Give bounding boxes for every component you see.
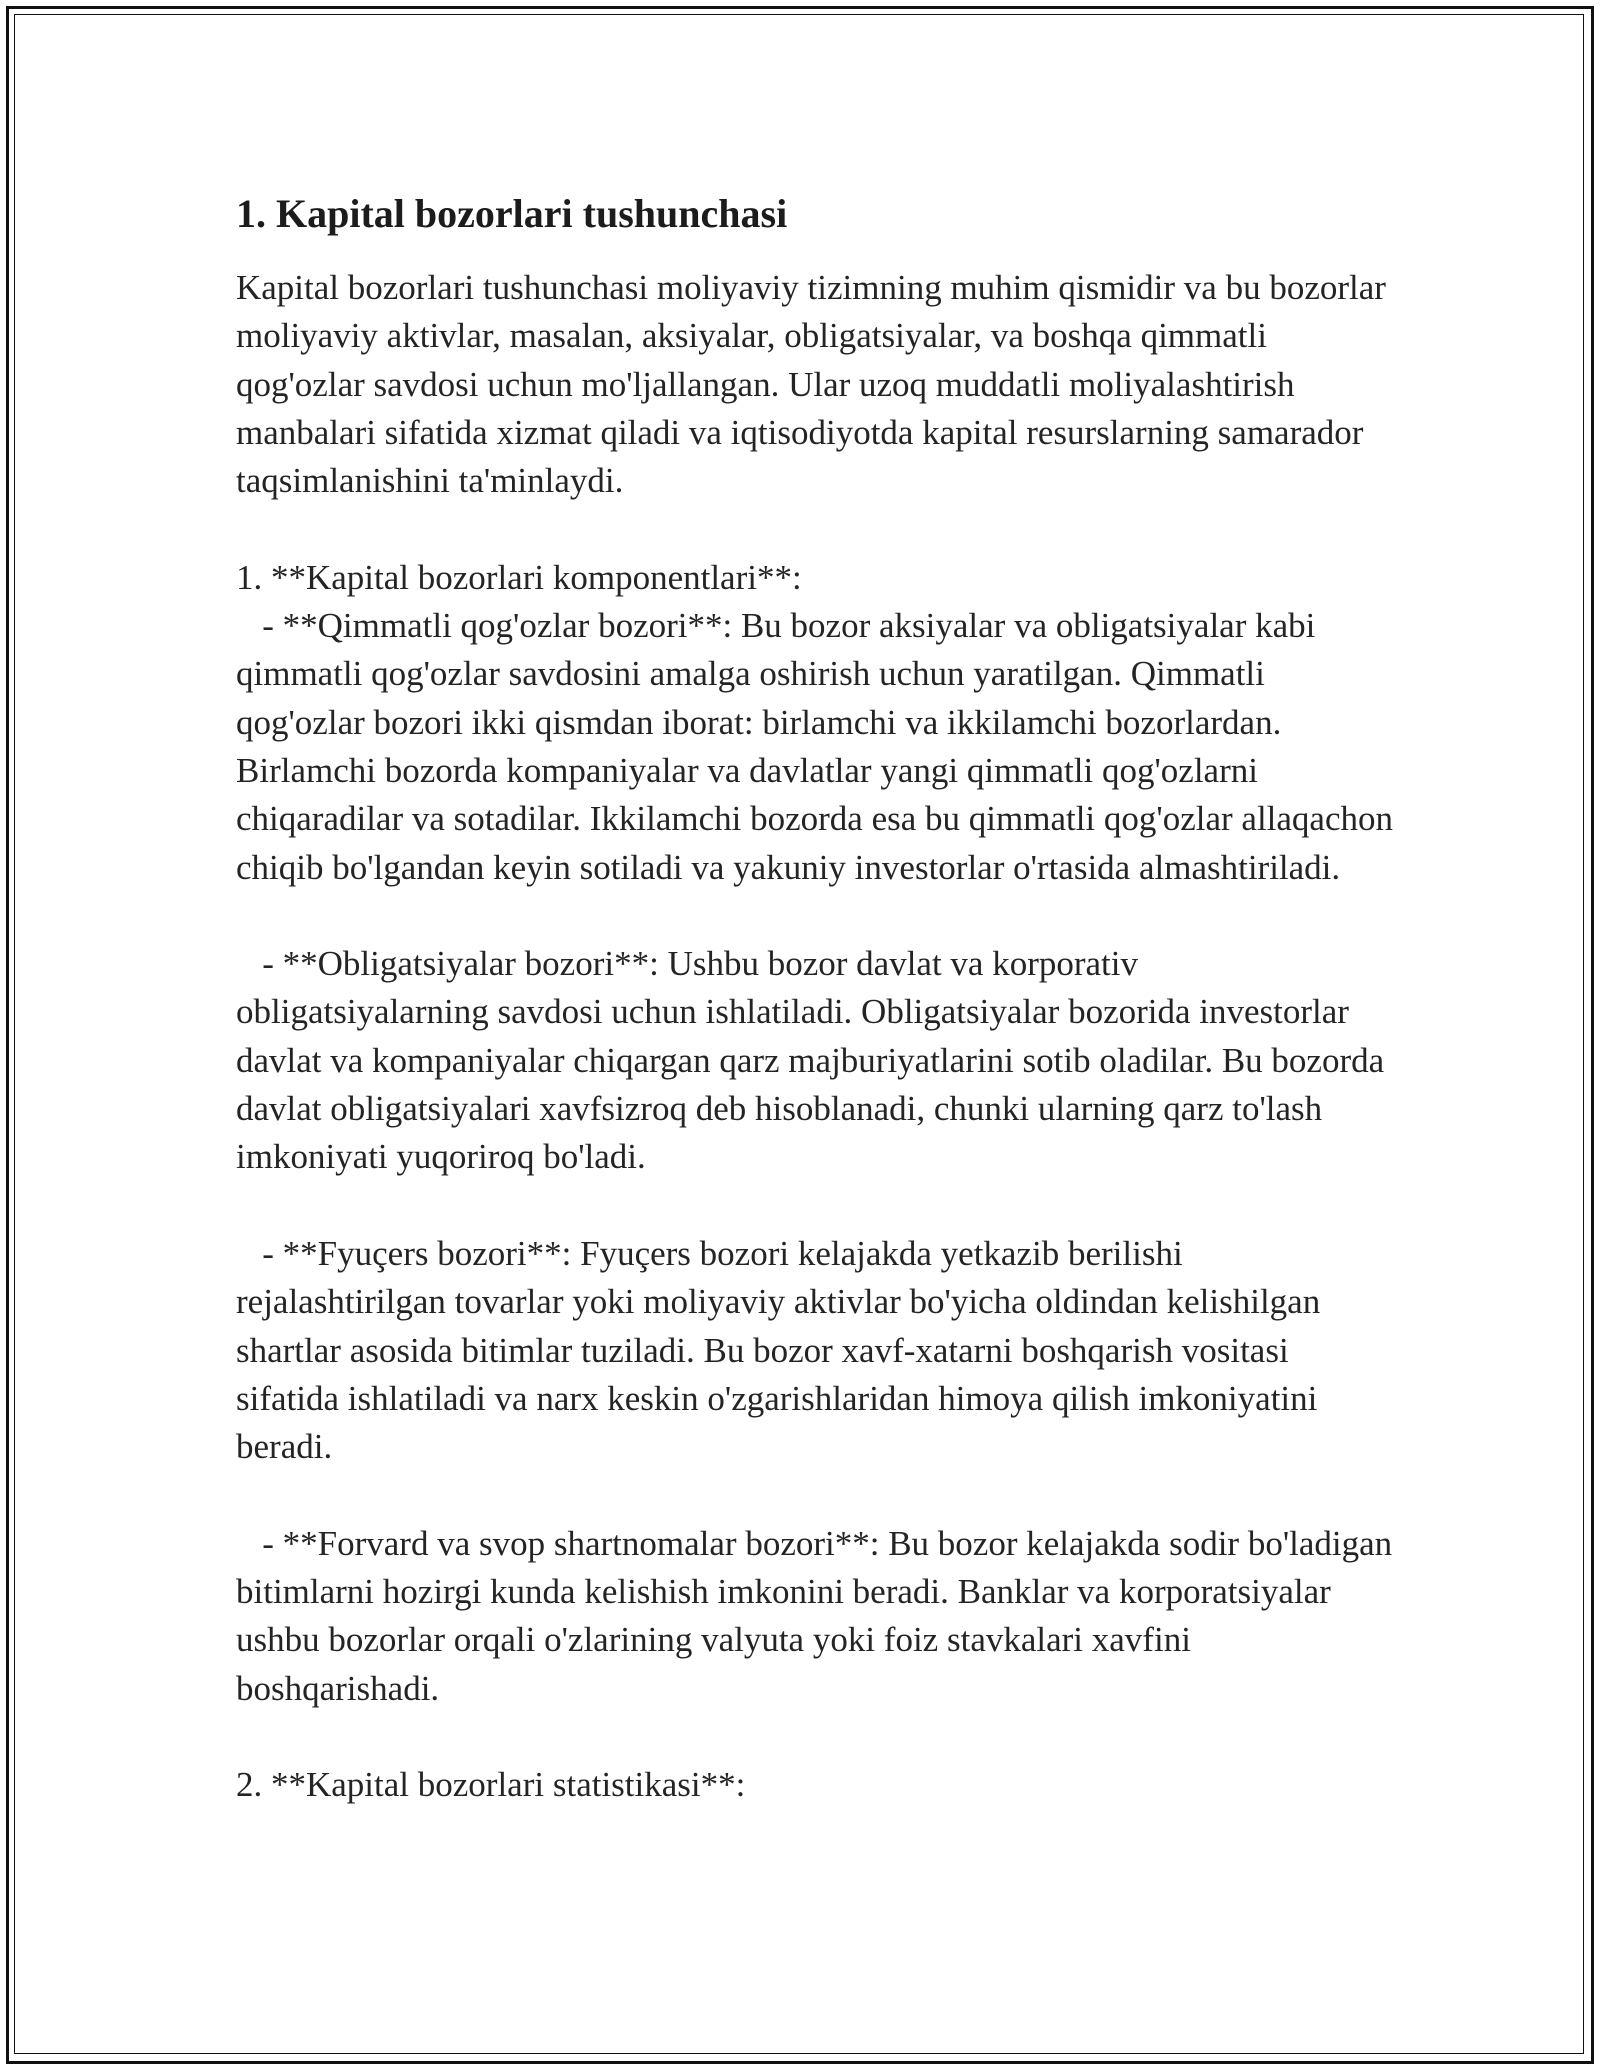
paragraph-spacer: [236, 1713, 1396, 1761]
intro-paragraph: Kapital bozorlari tushunchasi moliyaviy tizimning muhim qismidir va bu bozorlar moliyaviy aktivlar, masalan, aksiyalar, obligatsiyalar, va boshqa qimmatli qog'ozlar savdosi uchun mo'ljallangan. Ular uzoq muddatli moliyalashtirish manbalari sifatida xizmat qiladi va iqtisodiyotda kapital resurslarning samarador taqsimlanishini ta'minlaydi.: [236, 268, 1395, 501]
list-item-securities-market: - **Qimmatli qog'ozlar bozori**: Bu bozor aksiyalar va obligatsiyalar kabi qimmatli qog'ozlar savdosini amalga oshirish uchun yaratilgan. Qimmatli qog'ozlar bozori ikki qismdan iborat: birlamchi va ikkilamchi bozorlardan. Birlamchi bozorda kompaniyalar va davlatlar yangi qimmatli qog'ozlarni chiqaradilar va sotadilar. Ikkilamchi bozorda esa bu qimmatli qog'ozlar allaqachon chiqib bo'lgandan keyin sotiladi va yakuniy investorlar o'rtasida almashtiriladi.: [236, 606, 1402, 887]
paragraph-spacer: [236, 892, 1396, 940]
paragraph-spacer: [236, 1182, 1396, 1230]
paragraph-spacer: [236, 1471, 1396, 1519]
list-item-bond-market: - **Obligatsiyalar bozori**: Ushbu bozor davlat va korporativ obligatsiyalarning savdosi uchun ishlatiladi. Obligatsiyalar bozorida investorlar davlat va kompaniyalar chiqargan qarz majburiyatlarini sotib oladilar. Bu bozorda davlat obligatsiyalari xavfsizroq deb hisoblanadi, chunki ularning qarz to'lash imkoniyati yuqoriroq bo'ladi.: [236, 944, 1393, 1177]
section-heading-components: 1. **Kapital bozorlari komponentlari**:: [236, 557, 802, 597]
section-heading-statistics: 2. **Kapital bozorlari statistikasi**:: [236, 1765, 746, 1805]
paragraph-spacer: [236, 505, 1396, 553]
list-item-futures-market: - **Fyuçers bozori**: Fyuçers bozori kelajakda yetkazib berilishi rejalashtirilgan tovarlar yoki moliyaviy aktivlar bo'yicha oldindan kelishilgan shartlar asosida bitimlar tuziladi. Bu bozor xavf-xatarni boshqarish vositasi sifatida ishlatiladi va narx keskin o'zgarishlaridan himoya qilish imkoniyatini beradi.: [236, 1233, 1329, 1467]
document-body: [236, 186, 1402, 1810]
document-title: 1. Kapital bozorlari tushunchasi: [236, 191, 788, 236]
list-item-forward-swap-market: - **Forvard va svop shartnomalar bozori**: Bu bozor kelajakda sodir bo'ladigan bitimlarni hozirgi kunda kelishish imkonini beradi. Banklar va korporatsiyalar ushbu bozorlar orqali o'zlarining valyuta yoki foiz stavkalari xavfini boshqarishadi.: [236, 1523, 1401, 1708]
